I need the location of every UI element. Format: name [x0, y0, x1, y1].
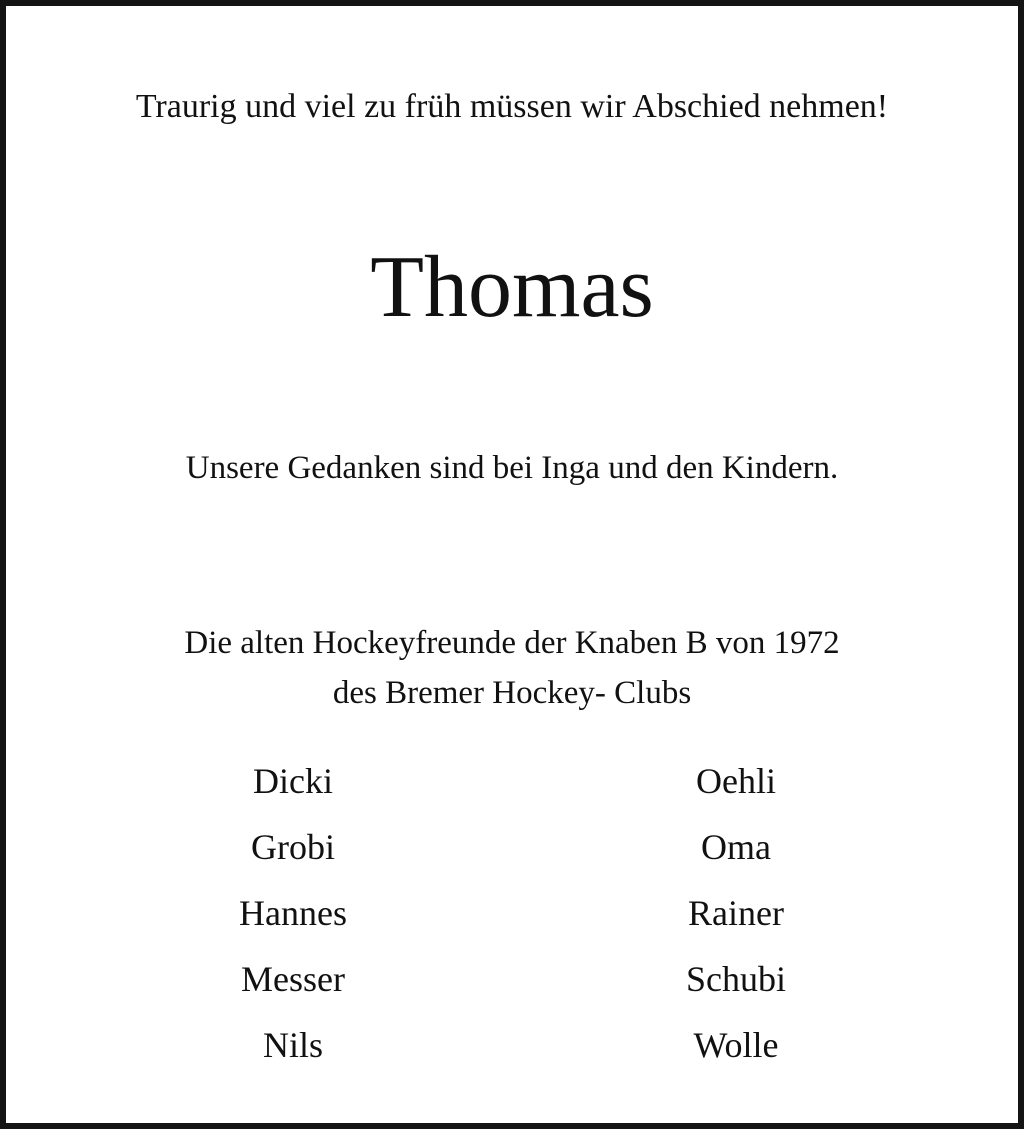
- intro-text: Traurig und viel zu früh müssen wir Abschied nehmen!: [135, 88, 889, 125]
- signers-line-2: des Bremer Hockey- Clubs: [332, 675, 692, 711]
- friend-name: Dicki: [253, 761, 333, 801]
- signers-block: [6, 618, 1018, 718]
- friend-name: Oma: [701, 827, 771, 867]
- signers-line-1: Die alten Hockeyfreunde der Knaben B von 1972: [184, 625, 840, 661]
- friend-name: Wolle: [693, 1025, 779, 1065]
- friend-name: Rainer: [688, 893, 784, 933]
- deceased-name: Thomas: [370, 239, 654, 336]
- friend-name: Nils: [262, 1025, 323, 1065]
- condolence-text: Unsere Gedanken sind bei Inga und den Kindern.: [185, 450, 839, 486]
- friend-name: Hannes: [239, 893, 347, 933]
- friends-column-right: [586, 753, 886, 1083]
- friend-name: Grobi: [251, 827, 335, 867]
- friend-name: Schubi: [685, 959, 786, 999]
- friends-column-left: [143, 753, 443, 1083]
- friend-name: Messer: [241, 959, 345, 999]
- friend-name: Oehli: [696, 761, 776, 801]
